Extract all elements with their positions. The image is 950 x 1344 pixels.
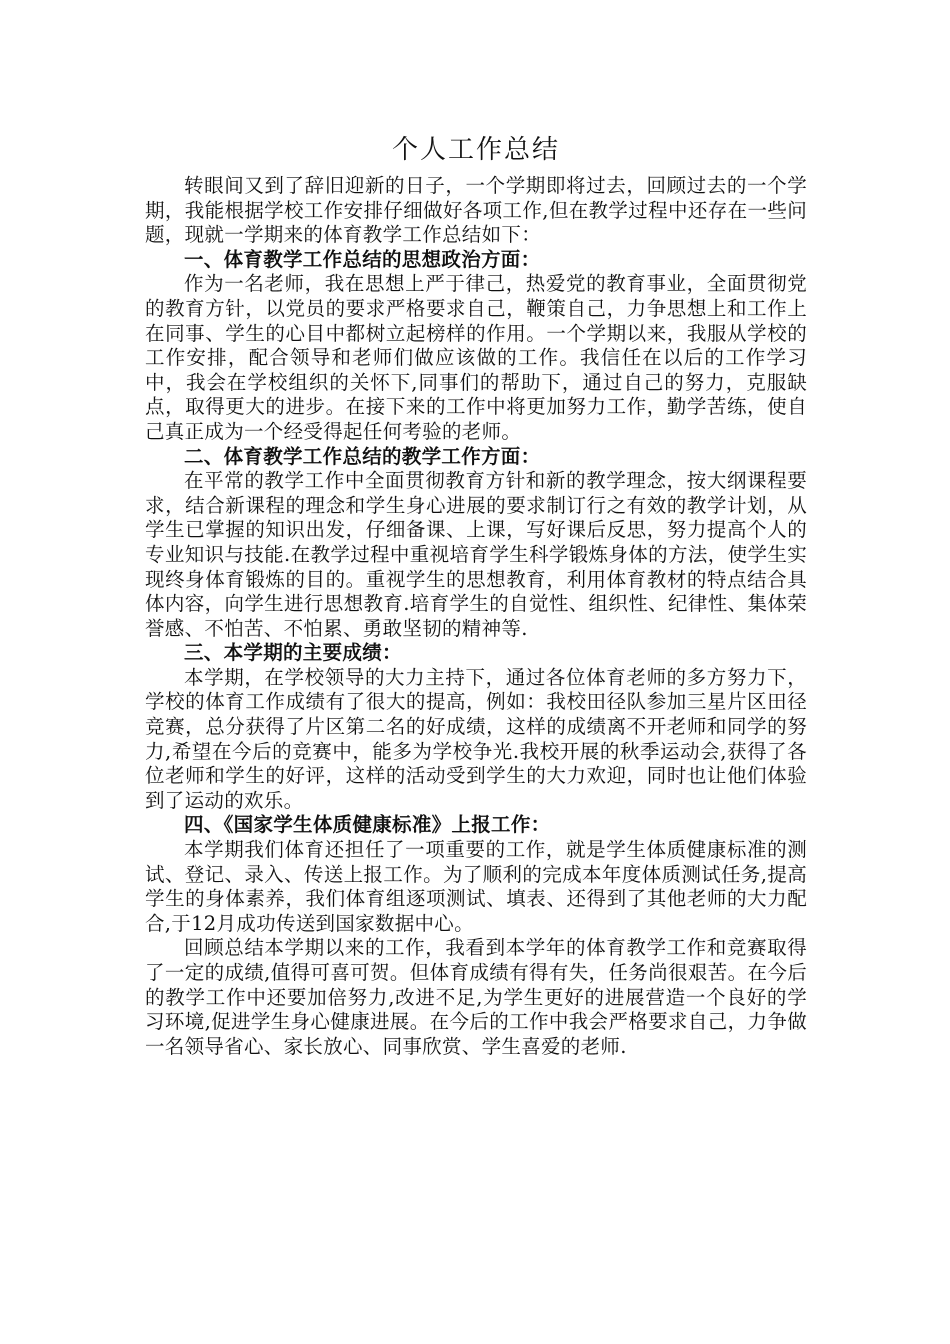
section-heading-4: 四、《国家学生体质健康标准》上报工作：	[184, 813, 551, 837]
section-body-2: 在平常的教学工作中全面贯彻教育方针和新的教学理念，按大纲课程要求，结合新课程的理念和学生身心进展的要求制订行之有效的教学计划，从学生已掌握的知识出发，仔细备课、上课，写好课后反思，努力提高个人的专业知识与技能.在教学过程中重视培育学生科学锻炼身体的方法，使学生实现终身体育锻炼的目的。重视学生的思想教育，利用体育教材的特点结合具体内容，向学生进行思想教育.培育学生的自觉性、组织性、纪律性、集体荣誉感、不怕苦、不怕累、勇敢坚韧的精神等.	[145, 469, 807, 640]
section-heading-3: 三、本学期的主要成绩：	[184, 641, 402, 665]
document-page	[145, 128, 807, 1059]
section-heading-1: 一、体育教学工作总结的思想政治方面：	[184, 247, 541, 271]
section-body-3: 本学期，在学校领导的大力主持下，通过各位体育老师的多方努力下，学校的体育工作成绩有了很大的提高，例如：我校田径队参加三星片区田径竞赛，总分获得了片区第二名的好成绩，这样的成绩离不开老师和同学的努力,希望在今后的竞赛中，能多为学校争光.我校开展的秋季运动会,获得了各位老师和学生的好评，这样的活动受到学生的大力欢迎，同时也让他们体验到了运动的欢乐。	[145, 665, 807, 812]
conclusion-paragraph: 回顾总结本学期以来的工作，我看到本学年的体育教学工作和竞赛取得了一定的成绩,值得可喜可贺。但体育成绩有得有失，任务尚很艰苦。在今后的教学工作中还要加倍努力,改进不足,为学生更好的进展营造一个良好的学习环境,促进学生身心健康进展。在今后的工作中我会严格要求自己，力争做一名领导省心、家长放心、同事欣赏、学生喜爱的老师.	[145, 936, 807, 1058]
document-title: 个人工作总结	[391, 135, 560, 165]
intro-paragraph: 转眼间又到了辞旧迎新的日子，一个学期即将过去，回顾过去的一个学期，我能根据学校工作安排仔细做好各项工作,但在教学过程中还存在一些问题，现就一学期来的体育教学工作总结如下：	[145, 174, 807, 247]
section-body-1: 作为一名老师，我在思想上严于律己，热爱党的教育事业，全面贯彻党的教育方针，以党员的要求严格要求自己，鞭策自己，力争思想上和工作上在同事、学生的心目中都树立起榜样的作用。一个学期以来，我服从学校的工作安排，配合领导和老师们做应该做的工作。我信任在以后的工作学习中，我会在学校组织的关怀下,同事们的帮助下，通过自己的努力，克服缺点，取得更大的进步。在接下来的工作中将更加努力工作，勤学苦练，使自己真正成为一个经受得起任何考验的老师。	[145, 272, 807, 443]
section-heading-2: 二、体育教学工作总结的教学工作方面：	[184, 444, 541, 468]
section-body-4: 本学期我们体育还担任了一项重要的工作，就是学生体质健康标准的测试、登记、录入、传送上报工作。为了顺利的完成本年度体质测试任务,提高学生的身体素养，我们体育组逐项测试、填表、还得到了其他老师的大力配合,于12月成功传送到国家数据中心。	[145, 838, 807, 935]
